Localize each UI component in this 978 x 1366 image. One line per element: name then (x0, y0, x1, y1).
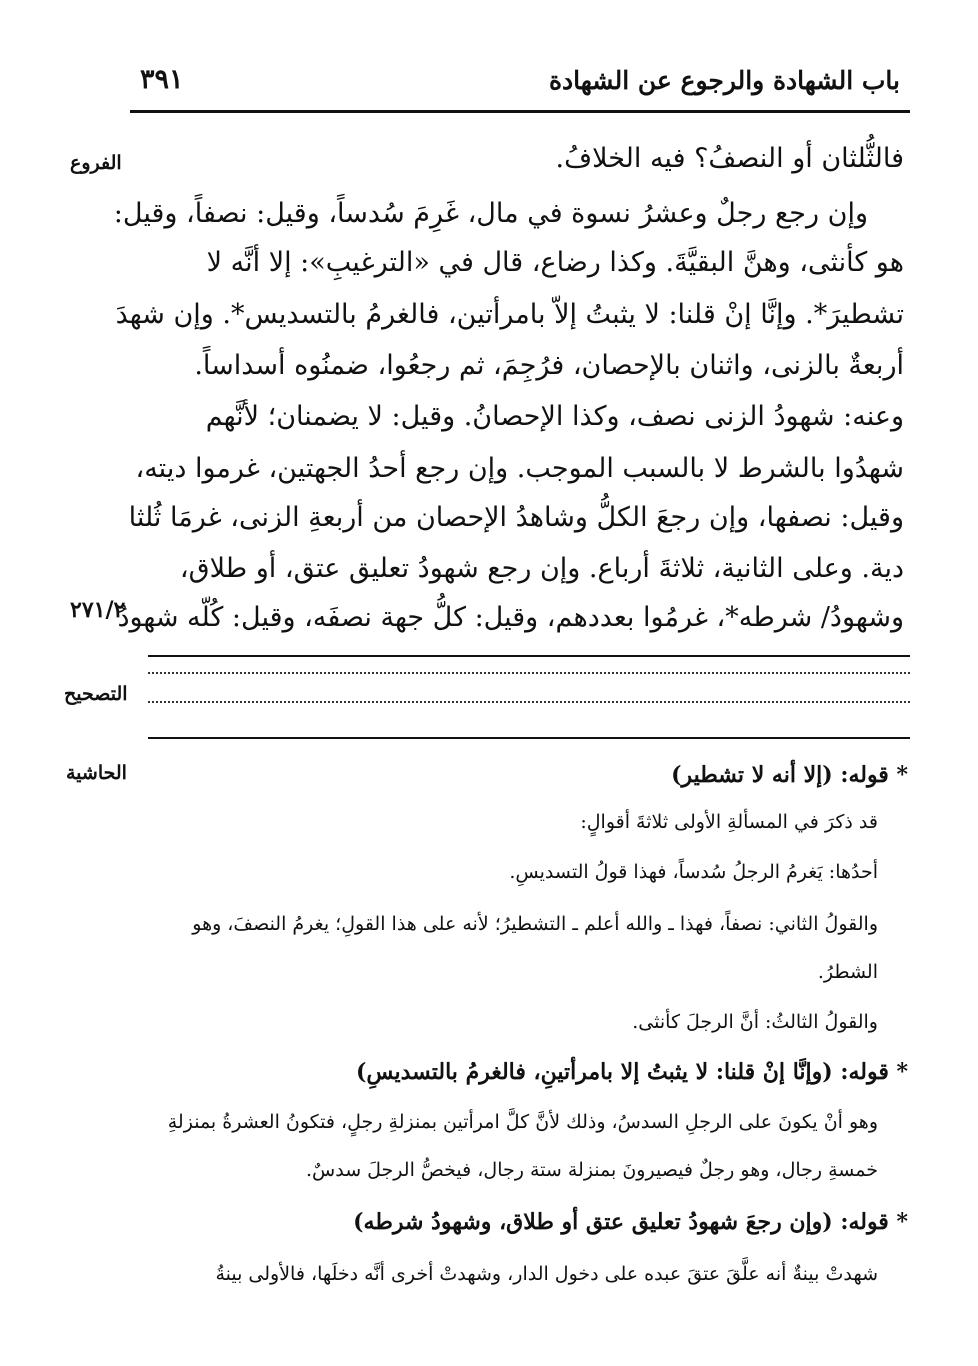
section-rule (148, 737, 910, 739)
footnote-line: وهو أنْ يكونَ على الرجلِ السدسُ، وذلك لأنَّ كلَّ امرأتين بمنزلةِ رجلٍ، فتكونُ العشرةُ بمنزلةِ (167, 1111, 878, 1133)
footnote-line: أحدُها: يَغرمُ الرجلُ سُدساً، فهذا قولُ التسديسِ. (509, 861, 878, 883)
main-text-line: تشطيرَ*. وإنَّا إنْ قلنا: لا يثبتُ إلاّ بامرأتين، فالغرمُ بالتسديس*. وإن شهدَ (115, 299, 904, 330)
correction-dotted-line (148, 701, 910, 703)
main-text-line: وقيل: نصفها، وإن رجعَ الكلُّ وشاهدُ الإحصان من أربعةِ الزنى، غرمَا ثُلثا (128, 502, 904, 533)
footnote-line: شهدتْ بينةٌ أنه علَّقَ عتقَ عبده على دخول الدار، وشهدتْ أخرى أنَّه دخلَها، فالأولى بينةُ (215, 1263, 878, 1285)
footnote-line: والقولُ الثاني: نصفاً، فهذا ـ والله أعلم ـ التشطيرُ؛ لأنه على هذا القولِ؛ يغرمُ النصفَ، وهو (192, 913, 878, 935)
footnote-line: خمسةِ رجال، وهو رجلٌ فيصيرونَ بمنزلة ستة رجال، فيخصُّ الرجلَ سدسٌ. (306, 1159, 878, 1181)
header-rule (130, 110, 910, 113)
footnote-heading: * قوله: (وإنَّا إنْ قلنا: لا يثبتُ إلا بامرأتينِ، فالغرمُ بالتسديسِ) (356, 1059, 908, 1085)
side-label-furu: الفروع (70, 152, 122, 174)
main-text-line: وعنه: شهودُ الزنى نصف، وكذا الإحصانُ. وقيل: لا يضمنان؛ لأنَّهم (205, 401, 904, 432)
footnote-line: والقولُ الثالثُ: أنَّ الرجلَ كأنثى. (632, 1011, 878, 1033)
correction-dotted-line (148, 672, 910, 674)
footnote-line: الشطرُ. (817, 961, 878, 983)
side-reference: ٢٧١/٢ (70, 597, 126, 623)
main-text-line: فالثُّلثان أو النصفُ؟ فيه الخلافُ. (555, 143, 904, 174)
running-header-title: باب الشهادة والرجوع عن الشهادة (548, 66, 900, 95)
footnote-line: قد ذكرَ في المسألةِ الأولى ثلاثةَ أقوالٍ: (580, 811, 878, 833)
main-text-line: أربعةٌ بالزنى، واثنان بالإحصان، فرُجِمَ، ثم رجعُوا، ضمنُوه أسداساً. (194, 350, 904, 381)
main-text-line: هو كأنثى، وهنَّ البقيَّةَ. وكذا رضاع، قال في «الترغيبِ»: إلا أنَّه لا (206, 247, 904, 278)
side-label-hashiya: الحاشية (66, 762, 127, 784)
main-text-line: شهدُوا بالشرط لا بالسبب الموجب. وإن رجع أحدُ الجهتين، غرموا ديته، (135, 453, 904, 484)
main-text-line: وإن رجع رجلٌ وعشرُ نسوة في مال، غَرِمَ سُدساً، وقيل: نصفاً، وقيل: (113, 198, 868, 229)
section-rule (148, 655, 910, 657)
footnote-heading: * قوله: (إلا أنه لا تشطير) (671, 762, 908, 788)
page-number: ٣٩١ (140, 64, 184, 95)
main-text-line: دية. وعلى الثانية، ثلاثةَ أرباع. وإن رجع شهودُ تعليق عتق، أو طلاق، (179, 553, 904, 584)
main-text-line: وشهودُ/ شرطه*، غرمُوا بعددهم، وقيل: كلُّ جهة نصفَه، وقيل: كُلّه شهودُ (117, 602, 904, 633)
side-label-tashih: التصحيح (64, 683, 128, 705)
footnote-heading: * قوله: (وإن رجعَ شهودُ تعليق عتق أو طلاق، وشهودُ شرطه) (353, 1209, 908, 1235)
